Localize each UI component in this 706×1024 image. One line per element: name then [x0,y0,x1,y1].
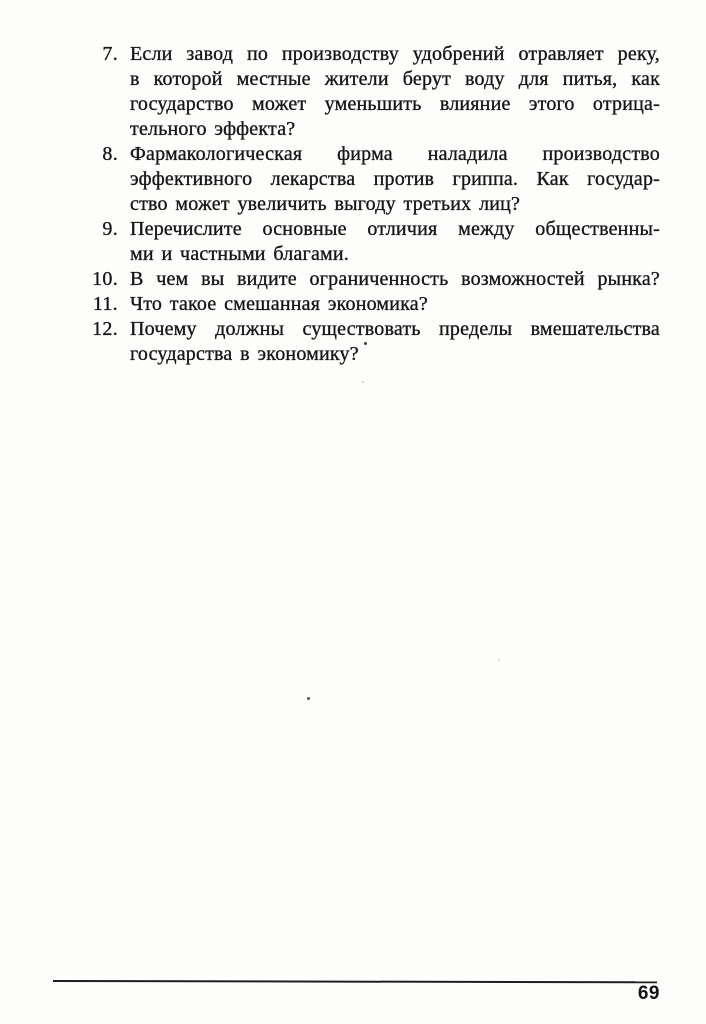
question-number: 7. [102,43,118,65]
question-text [130,317,660,367]
footer-divider-line [53,980,657,983]
question-number: 11. [92,293,118,315]
question-line: государства в экономику? [130,343,359,365]
question-item-10 [80,267,660,292]
question-number: 9. [102,218,118,240]
question-line: государство может уменьшить влияние этого отрица- [130,93,660,115]
question-item-7 [80,42,660,142]
questions-list [80,42,660,367]
question-line: ми и частными благами. [130,243,349,265]
scan-speck [364,342,367,345]
page-number: 69 [637,983,660,1004]
scan-speck [498,659,500,661]
question-number: 8. [102,143,118,165]
question-text [130,292,660,317]
question-line: Фармакологическая фирма наладила производство [130,143,660,165]
question-number: 10. [92,268,118,290]
question-line: тельного эффекта? [130,118,296,140]
question-text [130,267,660,292]
question-line: В чем вы видите ограниченность возможностей рынка? [130,268,660,290]
question-line: Если завод по производству удобрений отравляет реку, [130,43,660,65]
question-number: 12. [92,318,118,340]
scan-speck [362,381,364,383]
question-text [130,142,660,217]
question-text [130,42,660,142]
question-line: эффективного лекарства против гриппа. Как государ- [130,168,660,190]
question-line: Что такое смешанная экономика? [130,293,428,315]
question-item-12 [80,317,660,367]
question-line: Почему должны существовать пределы вмешательства [130,318,660,340]
question-item-9 [80,217,660,267]
question-item-8 [80,142,660,217]
question-line: в которой местные жители берут воду для питья, как [130,68,660,90]
question-item-11 [80,292,660,317]
scan-speck [307,697,310,700]
question-text [130,217,660,267]
question-line: Перечислите основные отличия между общественны- [130,218,660,240]
question-line: ство может увеличить выгоду третьих лиц? [130,193,521,215]
